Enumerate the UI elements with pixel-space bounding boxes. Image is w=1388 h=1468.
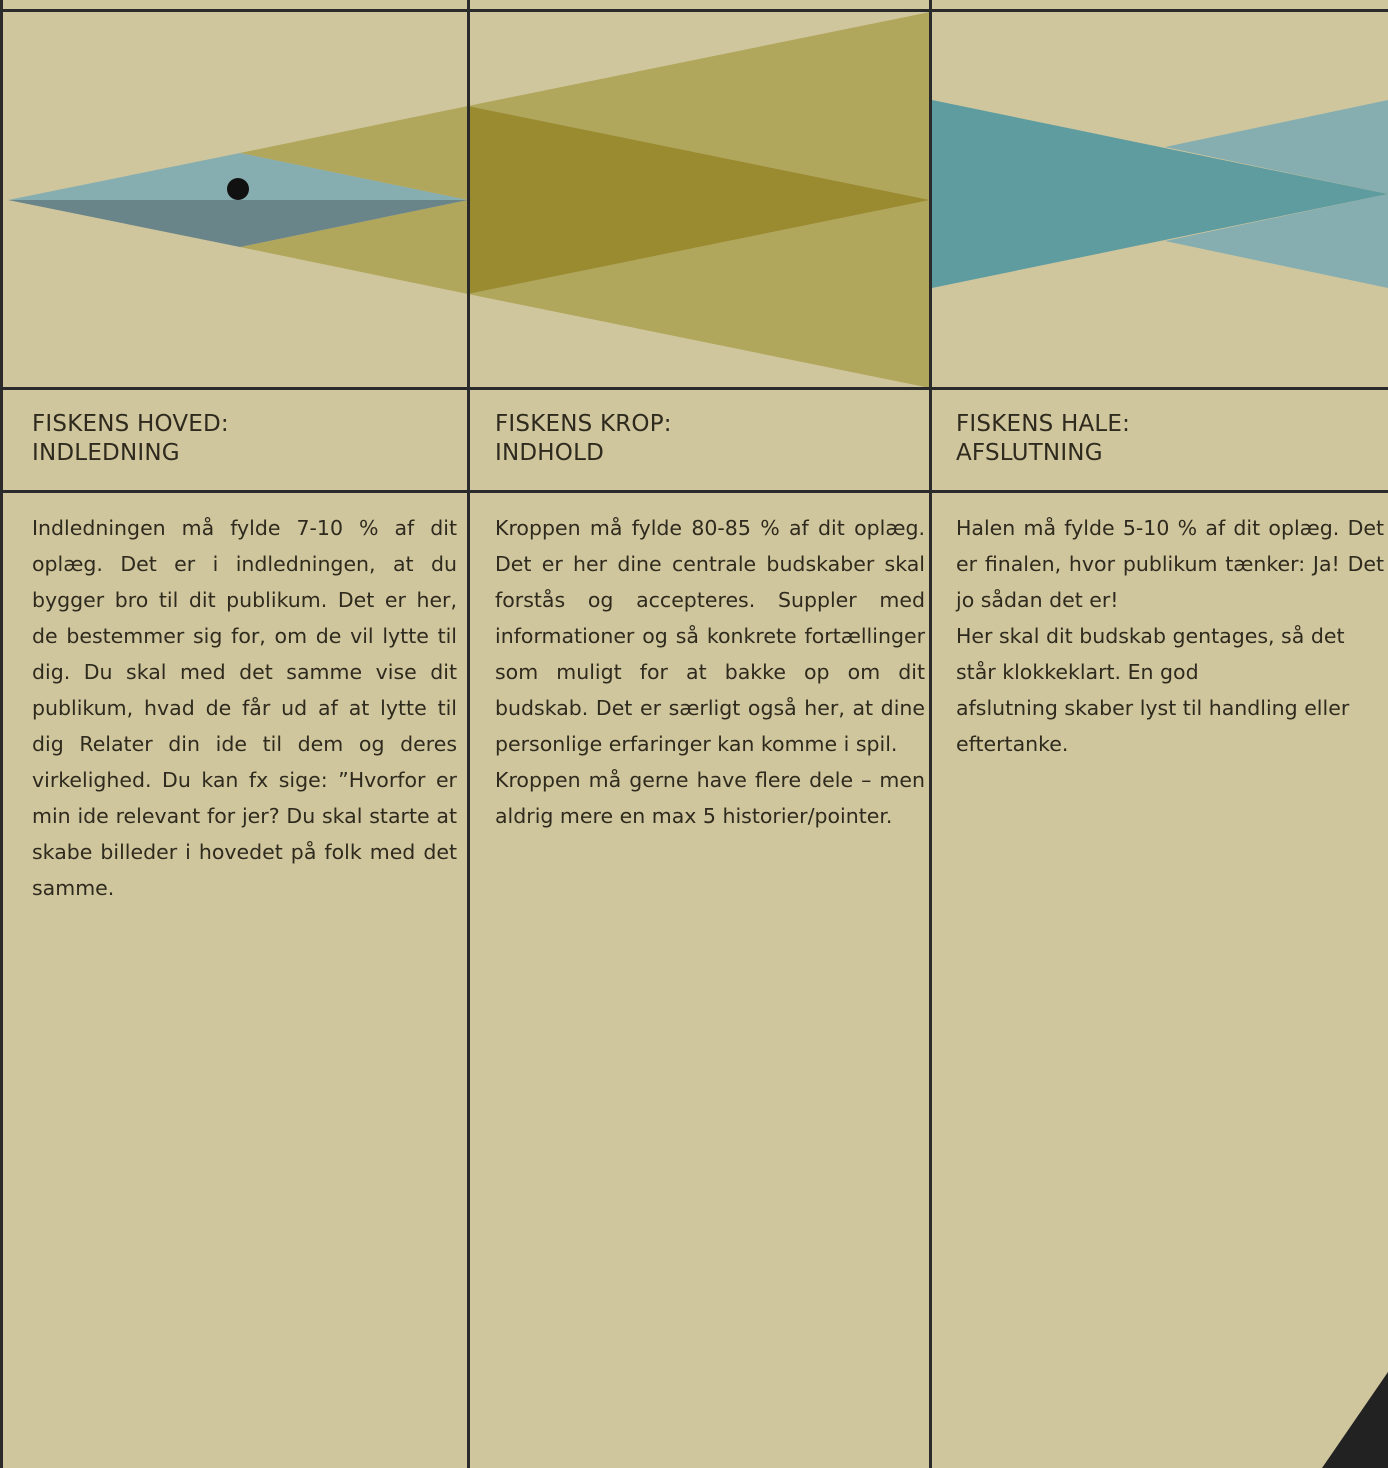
page-corner bbox=[1322, 1372, 1388, 1468]
head-title-line2: INDLEDNING bbox=[32, 440, 180, 466]
top-rule bbox=[0, 9, 1388, 12]
head-section-text bbox=[32, 510, 457, 906]
tail-title-line1: FISKENS HALE: bbox=[956, 411, 1131, 437]
tail-section-text bbox=[956, 510, 1384, 762]
body-title-line1: FISKENS KROP: bbox=[495, 411, 672, 437]
fish-eye bbox=[227, 178, 249, 200]
tail-section-title bbox=[956, 410, 1384, 468]
body-paragraph-2: Kroppen må gerne have flere dele – men aldrig mere en max 5 historier/pointer. bbox=[495, 768, 925, 828]
rule-left-edge bbox=[0, 0, 3, 1468]
head-section-title bbox=[32, 410, 457, 468]
tail-title-line2: AFSLUTNING bbox=[956, 440, 1103, 466]
head-title-line1: FISKENS HOVED: bbox=[32, 411, 229, 437]
rule-below-titles bbox=[0, 490, 1388, 493]
tail-paragraph-2: Her skal dit budskab gentages, så det står klokkeklart. En god bbox=[956, 624, 1345, 684]
tail-paragraph-3: afslutning skaber lyst til handling eller eftertanke. bbox=[956, 696, 1350, 756]
body-title-line2: INDHOLD bbox=[495, 440, 605, 466]
rule-below-illustration bbox=[0, 387, 1388, 390]
rule-column-2-3 bbox=[929, 0, 932, 1468]
tail-paragraph-1: Halen må fylde 5-10 % af dit oplæg. Det er finalen, hvor publikum tænker: Ja! Det jo sådan det er! bbox=[956, 516, 1384, 612]
body-section-title bbox=[495, 410, 925, 468]
head-paragraph: Indledningen må fylde 7-10 % af dit oplæg. Det er i indledningen, at du bygger bro til dit publikum. Det er her, de bestemmer sig for, om de vil lytte til dig. Du skal med det samme vise dit publikum, hvad de får ud af at lytte til dig Relater din ide til dem og deres virkelighed. Du kan fx sige: ”Hvorfor er min ide relevant for jer? Du skal starte at skabe billeder i hovedet på folk med det samme. bbox=[32, 516, 457, 900]
body-paragraph-1: Kroppen må fylde 80-85 % af dit oplæg. Det er her dine centrale budskaber skal forstås og accepteres. Suppler med informationer og så konkrete fortællinger som muligt for at bakke op om dit budskab. Det er særligt også her, at dine personlige erfaringer kan komme i spil. bbox=[495, 516, 925, 756]
body-section-text bbox=[495, 510, 925, 834]
rule-column-1-2 bbox=[467, 0, 470, 1468]
